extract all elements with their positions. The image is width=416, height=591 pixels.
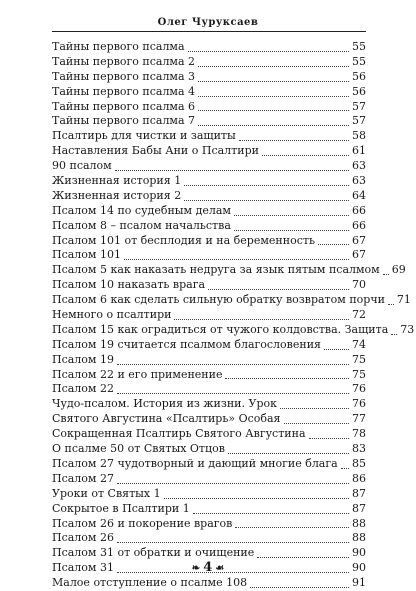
toc-dot-leader bbox=[234, 229, 349, 231]
toc-dot-leader bbox=[239, 139, 349, 141]
toc-entry bbox=[52, 144, 366, 159]
toc-entry-page: 83 bbox=[352, 442, 366, 456]
toc-entry bbox=[52, 308, 366, 323]
toc-entry-page: 85 bbox=[352, 456, 366, 470]
toc-entry-page: 55 bbox=[352, 40, 366, 53]
toc-entry bbox=[52, 442, 366, 457]
toc-entry-page: 69 bbox=[391, 263, 406, 277]
toc-entry-page: 56 bbox=[352, 69, 366, 83]
toc-entry-title: Псалом 27 bbox=[52, 471, 114, 485]
toc-entry-title: Псалом 15 как оградиться от чужого колдовства. Защита bbox=[52, 322, 389, 336]
toc-entry-title: Псалом 10 наказать врага bbox=[52, 278, 206, 292]
toc-dot-leader bbox=[383, 273, 389, 275]
toc-entry bbox=[52, 412, 366, 427]
toc-entry bbox=[52, 278, 366, 293]
toc-entry-title: Чудо-псалом. История из жизни. Урок bbox=[52, 397, 277, 411]
toc-dot-leader bbox=[280, 407, 349, 409]
toc-entry bbox=[52, 100, 366, 115]
toc-entry-page: 90 bbox=[352, 561, 366, 575]
toc-entry bbox=[52, 546, 366, 561]
toc-entry bbox=[52, 114, 366, 129]
toc-dot-leader bbox=[184, 184, 349, 186]
toc-dot-leader bbox=[208, 288, 349, 290]
toc-entry-title: Псалом 31 bbox=[52, 561, 114, 575]
toc-entry-page: 76 bbox=[352, 382, 366, 396]
toc-entry-title: Наставления Бабы Ани о Псалтири bbox=[52, 144, 259, 158]
toc-entry-title: Жизненная история 2 bbox=[52, 188, 182, 202]
toc-dot-leader bbox=[257, 556, 349, 558]
toc-dot-leader bbox=[115, 169, 349, 171]
toc-entry-title: Псалом 8 – псалом начальства bbox=[52, 218, 231, 232]
toc-dot-leader bbox=[198, 124, 349, 126]
toc-entry-page: 64 bbox=[352, 188, 366, 202]
toc-dot-leader bbox=[117, 482, 349, 484]
toc-entry bbox=[52, 457, 366, 472]
toc-entry bbox=[52, 40, 366, 55]
toc-entry-title: Псалом 6 как сделать сильную обратку возвратом порчи bbox=[52, 293, 385, 307]
toc-dot-leader bbox=[198, 109, 349, 111]
toc-entry-title: Тайны первого псалма 3 bbox=[52, 69, 196, 83]
toc-entry-title: Псалом 31 от обратки и очищение bbox=[52, 546, 255, 560]
toc-entry-title: Уроки от Святых 1 bbox=[52, 486, 161, 500]
toc-entry-page: 77 bbox=[352, 412, 366, 426]
toc-dot-leader bbox=[117, 392, 349, 394]
toc-dot-leader bbox=[234, 214, 349, 216]
toc-entry bbox=[52, 219, 366, 234]
toc-entry-page: 67 bbox=[352, 248, 366, 262]
toc-entry-title: Сокрытое в Псалтири 1 bbox=[52, 501, 190, 515]
toc-entry bbox=[52, 517, 366, 532]
toc-entry-page: 87 bbox=[352, 486, 366, 500]
toc-entry-title: Псалом 22 bbox=[52, 382, 114, 396]
toc-entry-title: Сокращенная Псалтирь Святого Августина bbox=[52, 427, 306, 441]
toc-dot-leader bbox=[198, 95, 349, 97]
toc-dot-leader bbox=[388, 303, 394, 305]
header-rule bbox=[52, 31, 366, 32]
toc-entry-page: 70 bbox=[352, 278, 366, 292]
toc-entry-title: Псалом 19 считается псалмом благословения bbox=[52, 337, 321, 351]
toc-dot-leader bbox=[117, 541, 349, 543]
toc-entry-title: Тайны первого псалма 4 bbox=[52, 84, 196, 98]
toc-dot-leader bbox=[228, 452, 349, 454]
toc-dot-leader bbox=[164, 497, 349, 499]
toc-entry-page: 58 bbox=[352, 129, 366, 143]
toc-entry-title: Святого Августина «Псалтирь» Особая bbox=[52, 412, 281, 426]
toc-entry bbox=[52, 322, 415, 338]
toc-dot-leader bbox=[309, 437, 349, 439]
toc-entry bbox=[52, 382, 366, 397]
toc-entry bbox=[52, 293, 411, 308]
toc-entry bbox=[52, 353, 366, 368]
toc-entry-page: 63 bbox=[352, 159, 366, 173]
toc-dot-leader bbox=[198, 65, 349, 67]
toc-entry-page: 88 bbox=[352, 531, 366, 545]
toc-entry-page: 66 bbox=[352, 218, 366, 232]
toc-entry-title: Псалом 22 и его применение bbox=[52, 367, 223, 381]
toc-entry-page: 66 bbox=[352, 203, 366, 217]
toc-entry-page: 61 bbox=[352, 144, 366, 158]
toc-entry-title: Псалом 14 по судебным делам bbox=[52, 203, 231, 217]
toc-dot-leader bbox=[184, 199, 349, 201]
toc-dot-leader bbox=[124, 258, 349, 260]
toc-entry bbox=[52, 263, 406, 278]
toc-entry-title: Тайны первого псалма 7 bbox=[52, 114, 196, 128]
toc-entry-page: 71 bbox=[396, 293, 411, 307]
toc-dot-leader bbox=[391, 333, 397, 335]
toc-entry-title: Малое отступление о псалме 108 bbox=[52, 576, 248, 590]
page-footer bbox=[0, 560, 416, 575]
toc-dot-leader bbox=[198, 80, 349, 82]
toc-entry-title: Псалом 101 bbox=[52, 248, 121, 262]
toc-dot-leader bbox=[318, 243, 349, 245]
toc-entry bbox=[52, 531, 366, 546]
running-header-author: Олег Чуруксаев bbox=[157, 17, 259, 28]
toc-entry-title: Псалом 19 bbox=[52, 352, 114, 366]
page-number: 4 bbox=[203, 560, 213, 575]
toc-entry-page: 57 bbox=[352, 99, 366, 113]
toc-entry-title: Тайны первого псалма 2 bbox=[52, 54, 196, 68]
toc-entry-page: 74 bbox=[352, 337, 366, 351]
toc-entry-page: 88 bbox=[352, 516, 366, 530]
toc-entry bbox=[52, 427, 366, 442]
toc-dot-leader bbox=[225, 377, 349, 379]
toc-entry bbox=[52, 85, 366, 100]
toc-entry-page: 91 bbox=[352, 576, 366, 590]
toc-dot-leader bbox=[341, 467, 349, 469]
table-of-contents bbox=[52, 40, 415, 591]
toc-entry-title: Псалом 26 bbox=[52, 531, 114, 545]
toc-entry-page: 87 bbox=[352, 501, 366, 515]
toc-entry-page: 75 bbox=[352, 352, 366, 366]
toc-dot-leader bbox=[262, 154, 349, 156]
toc-entry bbox=[52, 397, 366, 412]
toc-entry bbox=[52, 487, 366, 502]
toc-entry-page: 63 bbox=[352, 174, 366, 188]
toc-entry-title: Тайны первого псалма bbox=[52, 40, 185, 53]
toc-entry-page: 86 bbox=[352, 471, 366, 485]
toc-dot-leader bbox=[324, 348, 349, 350]
toc-entry-title: Тайны первого псалма 6 bbox=[52, 99, 196, 113]
toc-entry-title: Псалом 101 от бесплодия и на беременность bbox=[52, 233, 315, 247]
toc-dot-leader bbox=[284, 422, 350, 424]
toc-entry-page: 67 bbox=[352, 233, 366, 247]
toc-dot-leader bbox=[117, 363, 349, 365]
toc-entry-page: 73 bbox=[400, 322, 415, 336]
toc-dot-leader bbox=[188, 50, 349, 52]
toc-dot-leader bbox=[235, 526, 349, 528]
toc-dot-leader bbox=[174, 318, 349, 320]
ornament-left-icon: ❧ bbox=[191, 563, 201, 574]
toc-entry bbox=[52, 576, 366, 591]
toc-entry-title: Псалтирь для чистки и защиты bbox=[52, 129, 236, 143]
toc-dot-leader bbox=[250, 586, 349, 588]
toc-entry-page: 72 bbox=[352, 308, 366, 322]
toc-entry bbox=[52, 55, 366, 70]
toc-entry-title: 90 псалом bbox=[52, 159, 112, 173]
toc-entry-title: Псалом 27 чудотворный и дающий многие блага bbox=[52, 456, 338, 470]
toc-entry-page: 75 bbox=[352, 367, 366, 381]
toc-entry-page: 55 bbox=[352, 54, 366, 68]
toc-entry-title: Псалом 26 и покорение врагов bbox=[52, 516, 233, 530]
toc-entry-title: Жизненная история 1 bbox=[52, 174, 182, 188]
toc-entry bbox=[52, 502, 366, 517]
toc-entry bbox=[52, 338, 366, 353]
toc-entry bbox=[52, 248, 366, 263]
toc-entry-page: 78 bbox=[352, 427, 366, 441]
toc-entry-page: 76 bbox=[352, 397, 366, 411]
toc-entry-page: 56 bbox=[352, 84, 366, 98]
toc-entry-title: Псалом 5 как наказать недруга за язык пятым псалмом bbox=[52, 263, 380, 277]
toc-entry bbox=[52, 472, 366, 487]
toc-entry-page: 57 bbox=[352, 114, 366, 128]
toc-entry-title: О псалме 50 от Святых Отцов bbox=[52, 442, 225, 456]
toc-dot-leader bbox=[193, 512, 349, 514]
toc-entry bbox=[52, 159, 366, 174]
toc-entry bbox=[52, 234, 366, 249]
toc-entry bbox=[52, 189, 366, 204]
toc-entry bbox=[52, 129, 366, 144]
toc-entry bbox=[52, 368, 366, 383]
ornament-right-icon: ☙ bbox=[215, 563, 225, 574]
toc-entry-title: Немного о псалтири bbox=[52, 308, 172, 322]
toc-entry bbox=[52, 174, 366, 189]
toc-entry-page: 90 bbox=[352, 546, 366, 560]
toc-entry bbox=[52, 204, 366, 219]
toc-entry bbox=[52, 70, 366, 85]
